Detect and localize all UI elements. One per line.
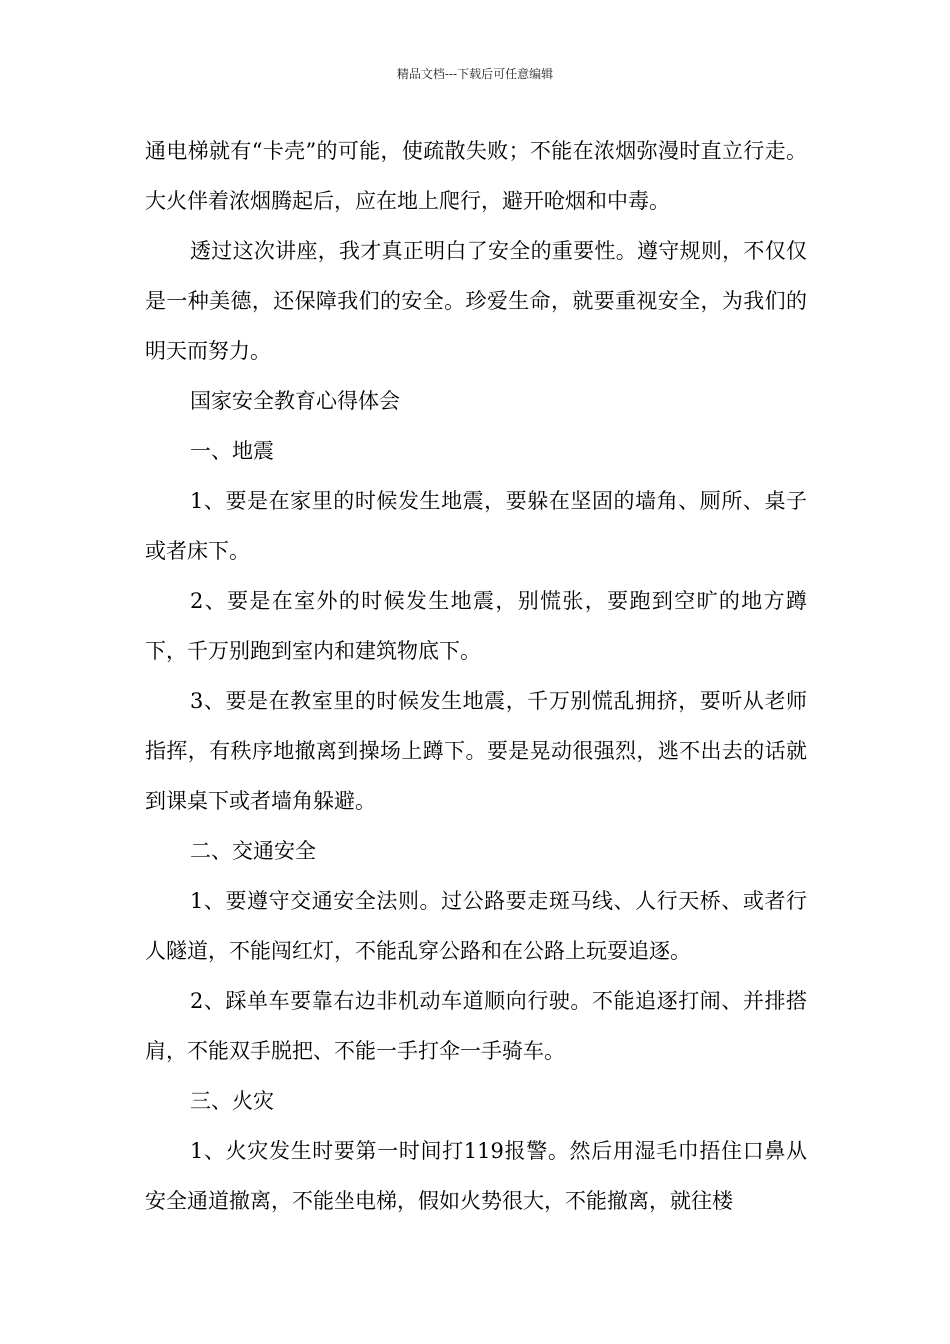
- paragraph-fire-escape: 1、火灾发生时要第一时间打119报警。然后用湿毛巾捂住口鼻从安全通道撤离，不能坐电梯，假如火势很大，不能撤离，就往楼: [145, 1139, 807, 1213]
- heading-fire: 三、火灾: [190, 1089, 274, 1113]
- section-title: 国家安全教育心得体会: [190, 389, 400, 413]
- heading-traffic-safety: 二、交通安全: [190, 839, 316, 863]
- heading-earthquake: 一、地震: [190, 439, 274, 463]
- paragraph-earthquake-classroom: 3、要是在教室里的时候发生地震，千万别慌乱拥挤，要听从老师指挥，有秩序地撤离到操场上蹲下。要是晃动很强烈，逃不出去的话就到课桌下或者墙角躲避。: [145, 689, 807, 813]
- paragraph-earthquake-home: 1、要是在家里的时候发生地震，要躲在坚固的墙角、厕所、桌子或者床下。: [145, 489, 807, 563]
- paragraph-evacuation-continued: 通电梯就有“卡壳”的可能，使疏散失败；不能在浓烟弥漫时直立行走。大火伴着浓烟腾起后，应在地上爬行，避开呛烟和中毒。: [145, 139, 807, 213]
- paragraph-traffic-rules: 1、要遵守交通安全法则。过公路要走斑马线、人行天桥、或者行人隧道，不能闯红灯，不能乱穿公路和在公路上玩耍追逐。: [145, 889, 807, 963]
- paragraph-cycling: 2、踩单车要靠右边非机动车道顺向行驶。不能追逐打闹、并排搭肩，不能双手脱把、不能一手打伞一手骑车。: [145, 989, 807, 1063]
- page-header: 精品文档---下载后可任意编辑: [396, 67, 554, 81]
- paragraph-lecture-reflection: 透过这次讲座，我才真正明白了安全的重要性。遵守规则，不仅仅是一种美德，还保障我们的安全。珍爱生命，就要重视安全，为我们的明天而努力。: [145, 239, 807, 363]
- paragraph-earthquake-outdoor: 2、要是在室外的时候发生地震，别慌张，要跑到空旷的地方蹲下，千万别跑到室内和建筑物底下。: [145, 589, 807, 663]
- document-body: [145, 126, 807, 1226]
